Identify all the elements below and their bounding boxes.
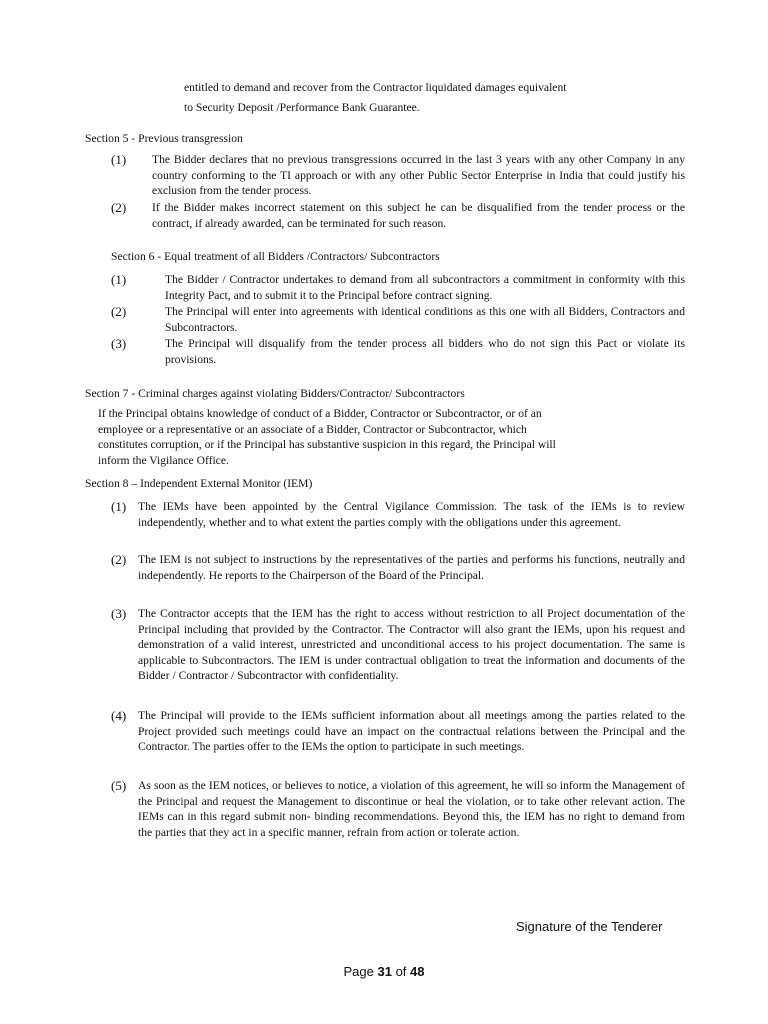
section-7-line-4: inform the Vigilance Office. xyxy=(98,453,229,467)
item-text: The Bidder declares that no previous transgressions occurred in the last 3 years with any other Company in any country conforming to the TI approach or with any other Public Sector Enterprise in India that could justify his exclusion from the tender process. xyxy=(152,153,685,198)
page-of: of xyxy=(391,964,411,979)
item-number: (1) xyxy=(111,499,127,514)
intro-continuation xyxy=(184,80,704,115)
section-7-line-2: employee or a representative or an associate of a Bidder, Contractor or Subcontractor, which xyxy=(98,422,527,436)
item-number: (1) xyxy=(111,272,127,287)
signature-label: Signature of the Tenderer xyxy=(516,919,663,934)
item-text: The Principal will disqualify from the tender process all bidders who do not sign this Pact or violate its provisions. xyxy=(165,337,685,366)
section-7-line-3: constitutes corruption, or if the Principal has substantive suspicion in this regard, the Principal will xyxy=(98,438,556,452)
section-6-heading: Section 6 - Equal treatment of all Bidders /Contractors/ Subcontractors xyxy=(111,250,440,263)
section-5-heading: Section 5 - Previous transgression xyxy=(85,132,243,145)
section-8-heading: Section 8 – Independent External Monitor (IEM) xyxy=(85,477,313,490)
item-text: The Principal will enter into agreements with identical conditions as this one with all Bidders, Contractors and Subcontractors. xyxy=(165,305,685,334)
item-number: (2) xyxy=(111,304,127,319)
item-number: (4) xyxy=(111,708,127,723)
page-current: 31 xyxy=(377,964,392,979)
section-7-heading: Section 7 - Criminal charges against violating Bidders/Contractor/ Subcontractors xyxy=(85,387,465,400)
section-7-paragraph xyxy=(98,406,688,468)
page-total: 48 xyxy=(410,964,425,979)
section-7-line-1: If the Principal obtains knowledge of conduct of a Bidder, Contractor or Subcontractor, or of an xyxy=(98,407,542,420)
item-number: (3) xyxy=(111,336,127,351)
item-text: As soon as the IEM notices, or believes to notice, a violation of this agreement, he will so inform the Management of the Principal and request the Management to discontinue or heal the violation, or to take other relevant action. The IEMs can in this regard submit non- binding recommendations. Beyond this, the IEM has no right to demand from the parties that they act in a specific manner, refrain from action or tolerate action. xyxy=(138,779,685,839)
item-number: (1) xyxy=(111,152,127,167)
item-text: The Contractor accepts that the IEM has the right to access without restriction to all Project documentation of the Principal including that provided by the Contractor. The Contractor will also grant the IEMs, upon his request and demonstration of a valid interest, unrestricted and unconditional access to his project documentation. The same is applicable to Subcontractors. The IEM is under contractual obligation to treat the information and documents of the Bidder / Contractor / Subcontractor with confidentiality. xyxy=(138,607,685,683)
page-prefix: Page xyxy=(343,964,378,979)
item-text: The Bidder / Contractor undertakes to demand from all subcontractors a commitment in conformity with this Integrity Pact, and to submit it to the Principal before contract signing. xyxy=(165,273,685,302)
item-text: If the Bidder makes incorrect statement on this subject he can be disqualified from the tender process or the contract, if already awarded, can be terminated for such reason. xyxy=(152,201,685,230)
item-text: The IEM is not subject to instructions by the representatives of the parties and performs his functions, neutrally and independently. He reports to the Chairperson of the Board of the Principal. xyxy=(138,553,685,582)
item-number: (3) xyxy=(111,606,127,621)
item-number: (5) xyxy=(111,778,127,793)
item-number: (2) xyxy=(111,200,127,215)
page-number xyxy=(0,964,768,979)
intro-line-2: to Security Deposit /Performance Bank Guarantee. xyxy=(184,100,420,114)
item-text: The Principal will provide to the IEMs sufficient information about all meetings among the parties related to the Project provided such meetings could have an impact on the contractual relations between the Principal and the Contractor. The parties offer to the IEMs the option to participate in such meetings. xyxy=(138,709,685,754)
item-number: (2) xyxy=(111,552,127,567)
intro-line-1: entitled to demand and recover from the Contractor liquidated damages equivalent xyxy=(184,81,567,94)
item-text: The IEMs have been appointed by the Central Vigilance Commission. The task of the IEMs is to review independently, whether and to what extent the parties comply with the obligations under this agreement. xyxy=(138,500,685,529)
